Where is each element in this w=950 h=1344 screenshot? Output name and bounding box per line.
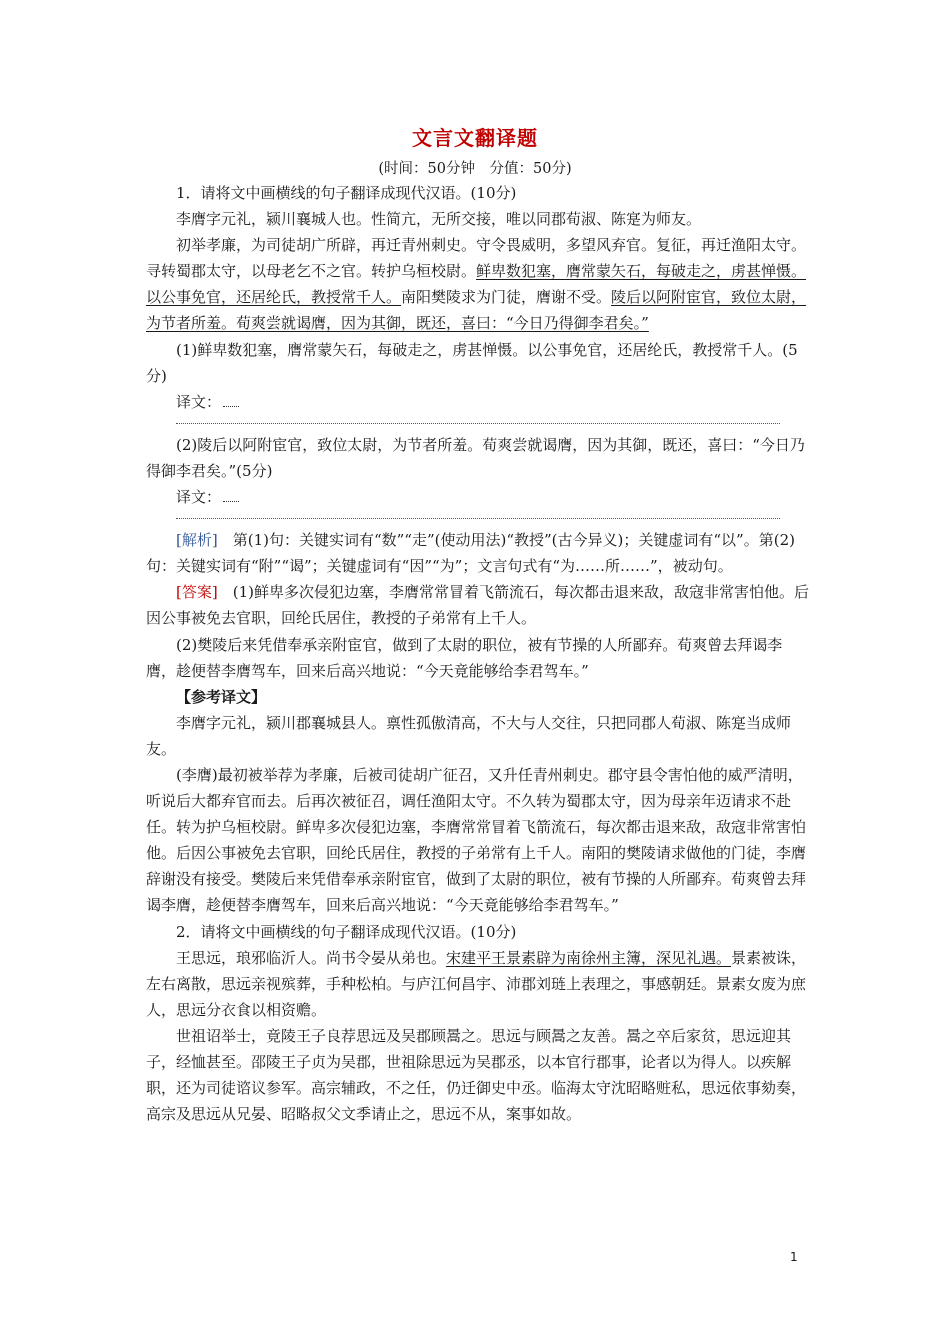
- answer-line: [146, 510, 810, 527]
- q1-passage-paragraph-1: 李膺字元礼，颍川襄城人也。性简亢，无所交接，唯以同郡荀淑、陈寔为师友。: [176, 210, 702, 229]
- reference-translation-paragraph-2: (李膺)最初被举荐为孝廉，后被司徒胡广征召，又升任青州刺史。郡守县令害怕他的威严清明，听说后大都弃官而去。后再次被征召，调任渔阳太守。不久转为蜀郡太守，因为母亲年迈请求不赴任。转为护乌桓校尉。鲜卑多次侵犯边塞，李膺常常冒着飞箭流石，每次都击退来敌，敌寇非常害怕他。后因公事被免去官职，回纶氏居住，教授的子弟常有上千人。南阳的樊陵请求做他的门徒，李膺辞谢没有接受。樊陵后来凭借奉承亲附宦官，做到了太尉的职位，被有节操的人所鄙弃。荀爽曾去拜谒李膺，趁便替李膺驾车，回来后高兴地说：“今天竟能够给李君驾车。”: [146, 765, 807, 915]
- analysis-text: 第(1)句：关键实词有“数”“走”(使动用法)“教授”(古今异义)；关键虚词有“以”。第(2)句：关键实词有“附”“谒”；关键虚词有“因”“为”；文言句式有“为……所……”，被动句。: [146, 531, 795, 576]
- q2-passage-text: 景素被诛，左右离散，思远亲视殡葬，手种松柏。与庐江何昌宇、沛郡刘琏上表理之，事感朝廷。景素女废为庶人，思远分衣食以相资赡。: [146, 948, 807, 1019]
- question-2-prompt: 2．请将文中画横线的句子翻译成现代汉语。(10分): [176, 922, 517, 941]
- q1-passage-text: 初举孝廉，为司徒胡广所辟，再迁青州刺史。守令畏威明，多望风弃官。复征，再迁渔阳太守。寻转蜀郡太守，以母老乞不之官。转护乌桓校尉。: [146, 236, 807, 281]
- translation-label: 译文：: [176, 488, 222, 507]
- page-title: 文言文翻译题: [412, 126, 538, 150]
- answer-tag: [答案]: [176, 583, 218, 602]
- q1-sub-question-1: (1)鲜卑数犯塞，膺常蒙矢石，每破走之，虏甚惮慑。以公事免官，还居纶氏，教授常千人。(5分): [146, 340, 798, 385]
- answer-blank: [223, 392, 239, 407]
- analysis-tag: [解析]: [176, 531, 218, 550]
- page-subtitle: (时间：50分钟 分值：50分): [378, 161, 572, 177]
- reference-translation-paragraph-1: 李膺字元礼，颍川郡襄城县人。禀性孤傲清高，不大与人交往，只把同郡人荀淑、陈寔当成师友。: [146, 713, 792, 758]
- q1-passage-paragraph-2: [146, 232, 810, 336]
- q1-sub-question-2: (2)陵后以阿附宦官，致位太尉，为节者所羞。荀爽尝就谒膺，因为其御，既还，喜曰：“今日乃得御李君矣。”(5分): [146, 435, 805, 480]
- page-number: 1: [790, 1250, 798, 1264]
- question-1-prompt: 1．请将文中画横线的句子翻译成现代汉语。(10分): [176, 184, 517, 202]
- translation-label: 译文：: [176, 392, 222, 411]
- q1-translation-line-2: [146, 484, 810, 510]
- reference-translation-heading: 【参考译文】: [176, 687, 267, 706]
- q1-passage-text: 南阳樊陵求为门徒，膺谢不受。: [401, 288, 612, 307]
- q2-underlined-sentence-1: 宋建平王景素辟为南徐州主簿，深见礼遇。: [446, 948, 732, 967]
- q2-passage-text: 王思远，琅邪临沂人。尚书令晏从弟也。: [176, 948, 447, 967]
- q1-translation-line-1: [146, 389, 810, 415]
- q2-passage-paragraph-1: [146, 945, 810, 1023]
- q1-underlined-sentence-2: 陵后以阿附宦官，致位太尉，为节者所羞。荀爽尝就谒膺，因为其御，既还，喜曰：“今日乃得御李君矣。”: [146, 288, 807, 333]
- document-body: [146, 180, 810, 1127]
- q1-underlined-sentence-1: 鲜卑数犯塞，膺常蒙矢石，每破走之，虏甚惮慑。以公事免官，还居纶氏，教授常千人。: [146, 262, 807, 307]
- answer-blank: [223, 487, 239, 502]
- answer-text: (1)鲜卑多次侵犯边塞，李膺常常冒着飞箭流石，每次都击退来敌，敌寇非常害怕他。后因公事被免去官职，回纶氏居住，教授的子弟常有上千人。: [146, 583, 809, 628]
- q2-passage-paragraph-2: 世祖诏举士，竟陵王子良荐思远及吴郡顾暠之。思远与顾暠之友善。暠之卒后家贫，思远迎其子，经恤甚至。邵陵王子贞为吴郡，世祖除思远为吴郡丞，以本官行郡事，论者以为得人。以疾解职，还为司徒谘议参军。高宗辅政，不之任，仍迁御史中丞。临海太守沈昭略赃私，思远依事劾奏，高宗及思远从兄晏、昭略叔父文季请止之，思远不从，案事如故。: [146, 1026, 807, 1124]
- q1-answer-2: (2)樊陵后来凭借奉承亲附宦官，做到了太尉的职位，被有节操的人所鄙弃。荀爽曾去拜谒李膺，趁便替李膺驾车，回来后高兴地说：“今天竟能够给李君驾车。”: [146, 635, 783, 680]
- answer-line: [146, 415, 810, 432]
- q1-answer-1: [146, 579, 810, 631]
- q1-analysis: [146, 527, 810, 579]
